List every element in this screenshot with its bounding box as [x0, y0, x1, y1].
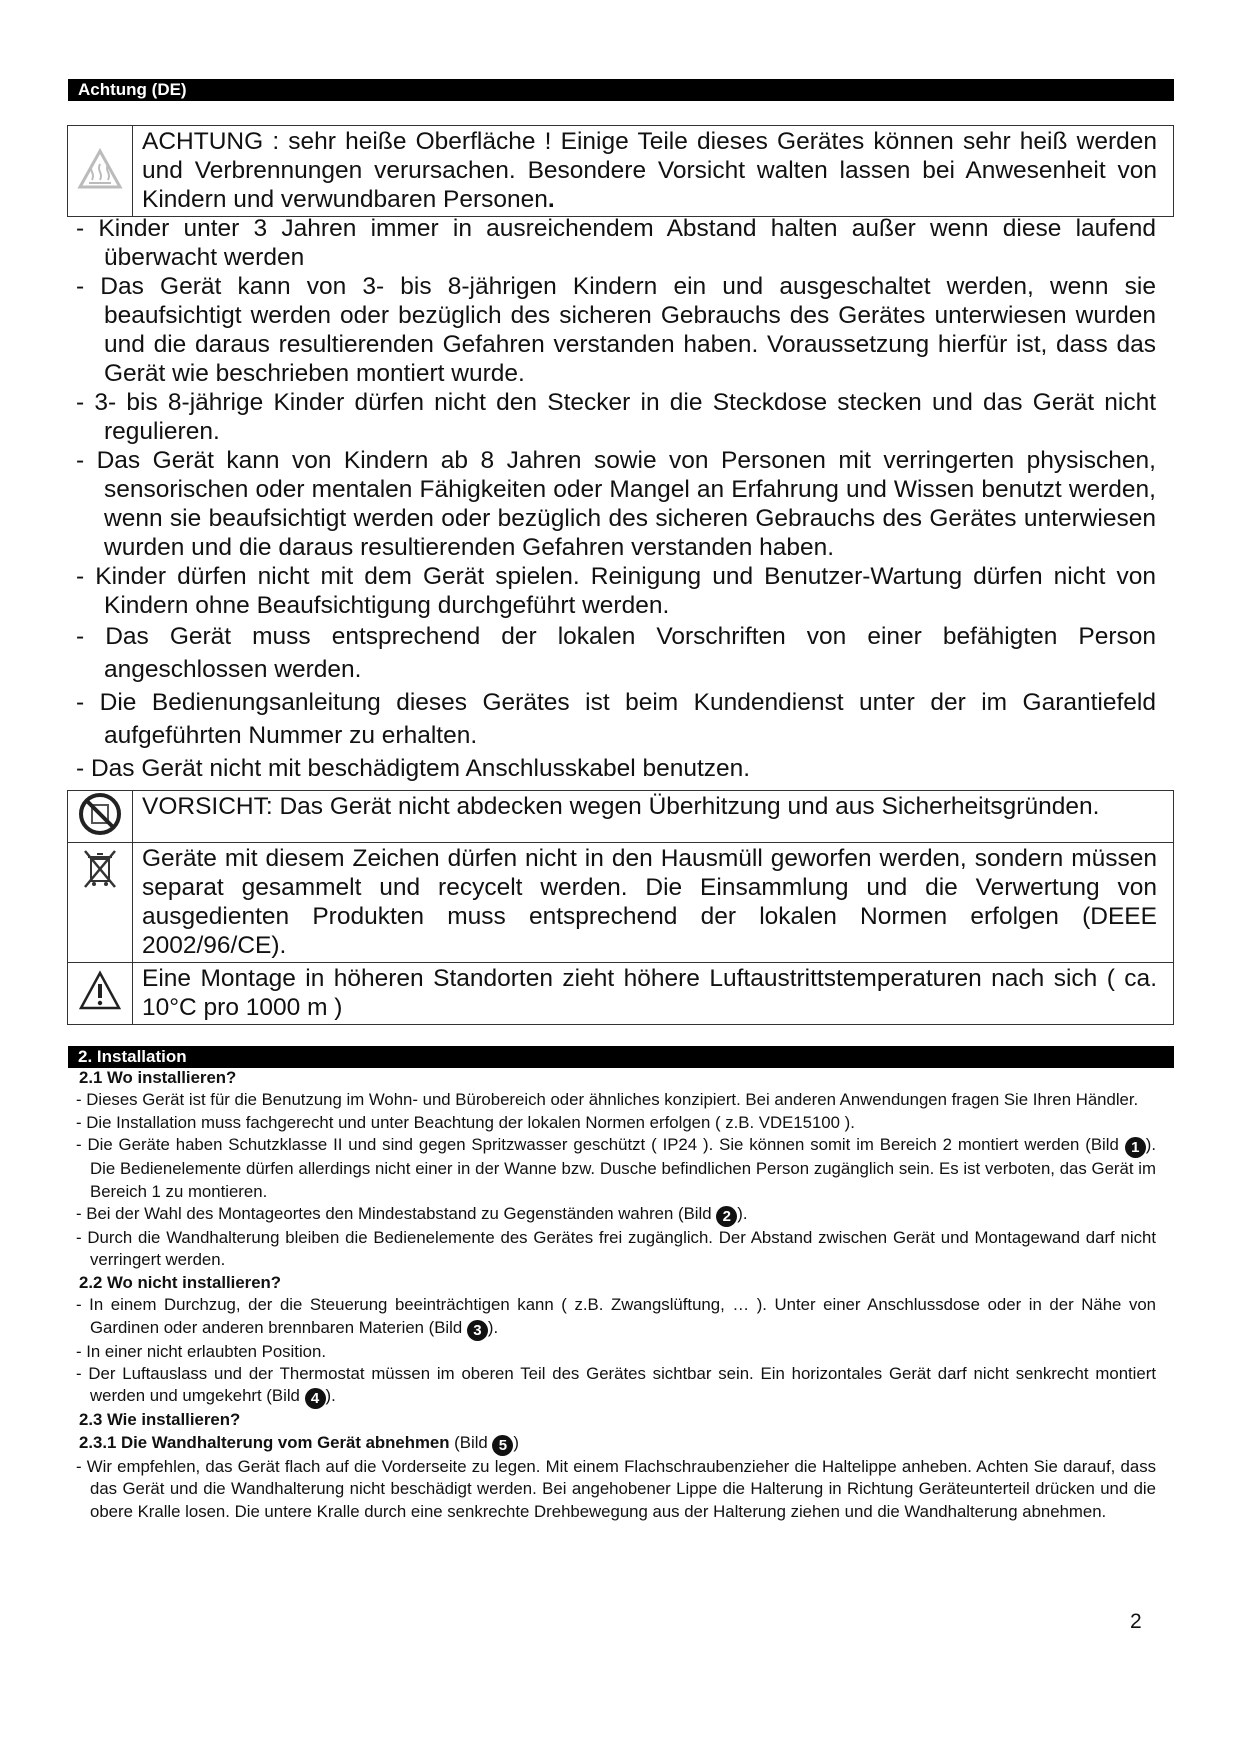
list-item: - Das Gerät kann von Kindern ab 8 Jahren sowie von Personen mit verringerten physischen, sensorischen oder mentalen Fähigkeiten oder Mangel an Erfahrung und Wissen benutzt werden, wenn sie beaufsichtigt werden oder bezüglich des sicheren Gebrauchs des Gerätes unterwiesen wurden und die daraus resultierenden Gefahren verstanden haben. [76, 447, 1156, 561]
list-item: - In einer nicht erlaubten Position. [76, 1341, 326, 1361]
warning-triangle-icon [68, 963, 133, 1025]
figure-ref-badge: 4 [305, 1388, 326, 1409]
safety-bullets [76, 214, 1156, 785]
list-item: - Die Installation muss fachgerecht und unter Beachtung der lokalen Normen erfolgen ( z.B. VDE15100 ). [76, 1112, 855, 1132]
altitude-notice-text: Eine Montage in höheren Standorten zieht höhere Luftaustrittstemperaturen nach sich ( ca. 10°C pro 1000 m ) [133, 963, 1174, 1025]
section-header-installation: 2. Installation [68, 1046, 1174, 1068]
list-item: - Durch die Wandhalterung bleiben die Bedienelemente des Gerätes frei zugänglich. Der Abstand zwischen Gerät und Montagewand darf nicht verringert werden. [76, 1228, 1156, 1270]
list-item: - Dieses Gerät ist für die Benutzung im Wohn- und Bürobereich oder ähnliches konzipiert. Bei anderen Anwendungen fragen Sie Ihren Händler. [76, 1090, 1139, 1110]
list-item: - Der Luftauslass und der Thermostat müssen im oberen Teil des Gerätes sichtbar sein. Ein horizontales Gerät darf nicht senkrecht montiert werden und umgekehrt (Bild 4 ). [76, 1364, 1156, 1408]
list-item: - Kinder unter 3 Jahren immer in ausreichendem Abstand halten außer wenn diese laufend überwacht werden [76, 215, 1156, 271]
hot-surface-warning-text: ACHTUNG : sehr heiße Oberfläche ! Einige Teile dieses Gerätes können sehr heiß werden und Verbrennungen verursachen. Besondere Vorsicht walten lassen bei Anwesenheit von Kindern und verwundbaren Personen. [133, 126, 1174, 217]
list-item: - Die Geräte haben Schutzklasse II und sind gegen Spritzwasser geschützt ( IP24 ). Sie können somit im Bereich 2 montiert werden (Bild 1 ). Die Bedienelemente dürfen allerdings nicht einer in der Wanne bzw. Dusche befindlichen Person zugänglich sein. Es ist verboten, das Gerät im Bereich 1 zu montieren. [76, 1135, 1156, 1201]
list-item: - Das Gerät kann von 3- bis 8-jährigen Kindern ein und ausgeschaltet werden, wenn sie beaufsichtigt werden oder bezüglich des sicheren Gebrauchs des Gerätes unterwiesen wurden und die daraus resultierenden Gefahren verstanden haben. Voraussetzung hierfür ist, dass das Gerät wie beschrieben montiert wurde. [76, 273, 1156, 387]
crossed-bin-icon [68, 843, 133, 963]
figure-ref-badge: 1 [1125, 1137, 1146, 1158]
list-item: - Bei der Wahl des Montageortes den Mindestabstand zu Gegenständen wahren (Bild 2 ). [76, 1204, 748, 1226]
do-not-cover-icon [68, 791, 133, 843]
list-item: - Das Gerät muss entsprechend der lokalen Vorschriften von einer befähigten Person angeschlossen werden. [76, 623, 1156, 683]
do-not-cover-text: VORSICHT: Das Gerät nicht abdecken wegen Überhitzung und aus Sicherheitsgründen. [133, 791, 1174, 843]
list-item: - Wir empfehlen, das Gerät flach auf die Vorderseite zu legen. Mit einem Flachschraubenzieher die Haltelippe anheben. Achten Sie darauf, dass das Gerät und die Wandhalterung nicht beschädigt werden. Bei angehobener Lippe die Halterung in Richtung Geräteunterteil drücken und die obere Kralle losen. Die untere Kralle durch eine senkrechte Drehbewegung aus der Halterung ziehen und die Wandhalterung abnehmen. [76, 1456, 1156, 1521]
list-item: - Das Gerät nicht mit beschädigtem Anschlusskabel benutzen. [76, 755, 751, 782]
figure-ref-badge: 3 [467, 1320, 488, 1341]
hot-surface-icon [68, 126, 133, 217]
hot-surface-warning-box [67, 125, 1174, 217]
subsection-title: 2.2 Wo nicht installieren? [79, 1272, 282, 1292]
installation-section [76, 1067, 1156, 1523]
list-item: - Kinder dürfen nicht mit dem Gerät spielen. Reinigung und Benutzer-Wartung dürfen nicht von Kindern ohne Beaufsichtigung durchgeführt werden. [76, 563, 1156, 619]
page-number: 2 [1130, 1610, 1142, 1633]
subsubsection-title: 2.3.1 Die Wandhalterung vom Gerät abnehmen (Bild 5 ) [79, 1432, 520, 1454]
notices-box [67, 790, 1174, 1025]
list-item: - In einem Durchzug, der die Steuerung beeinträchtigen kann ( z.B. Zwangslüftung, … ). Unter einer Anschlussdose oder in der Nähe von Gardinen oder anderen brennbaren Materien (Bild 3 ). [76, 1295, 1156, 1339]
list-item: - Die Bedienungsanleitung dieses Gerätes ist beim Kundendienst unter der im Garantiefeld aufgeführten Nummer zu erhalten. [76, 689, 1156, 749]
weee-disposal-text: Geräte mit diesem Zeichen dürfen nicht in den Hausmüll geworfen werden, sondern müssen separat gesammelt und recycelt werden. Die Einsammlung und die Verwertung von ausgedienten Produkten muss entsprechend der lokalen Normen erfolgen (DEEE 2002/96/CE). [133, 843, 1174, 963]
section-header-achtung: Achtung (DE) [68, 79, 1174, 101]
subsection-title: 2.1 Wo installieren? [79, 1068, 237, 1087]
list-item: - 3- bis 8-jährige Kinder dürfen nicht den Stecker in die Steckdose stecken und das Gerät nicht regulieren. [76, 389, 1156, 445]
figure-ref-badge: 2 [716, 1206, 737, 1227]
figure-ref-badge: 5 [492, 1435, 513, 1456]
subsection-title: 2.3 Wie installieren? [79, 1410, 241, 1430]
